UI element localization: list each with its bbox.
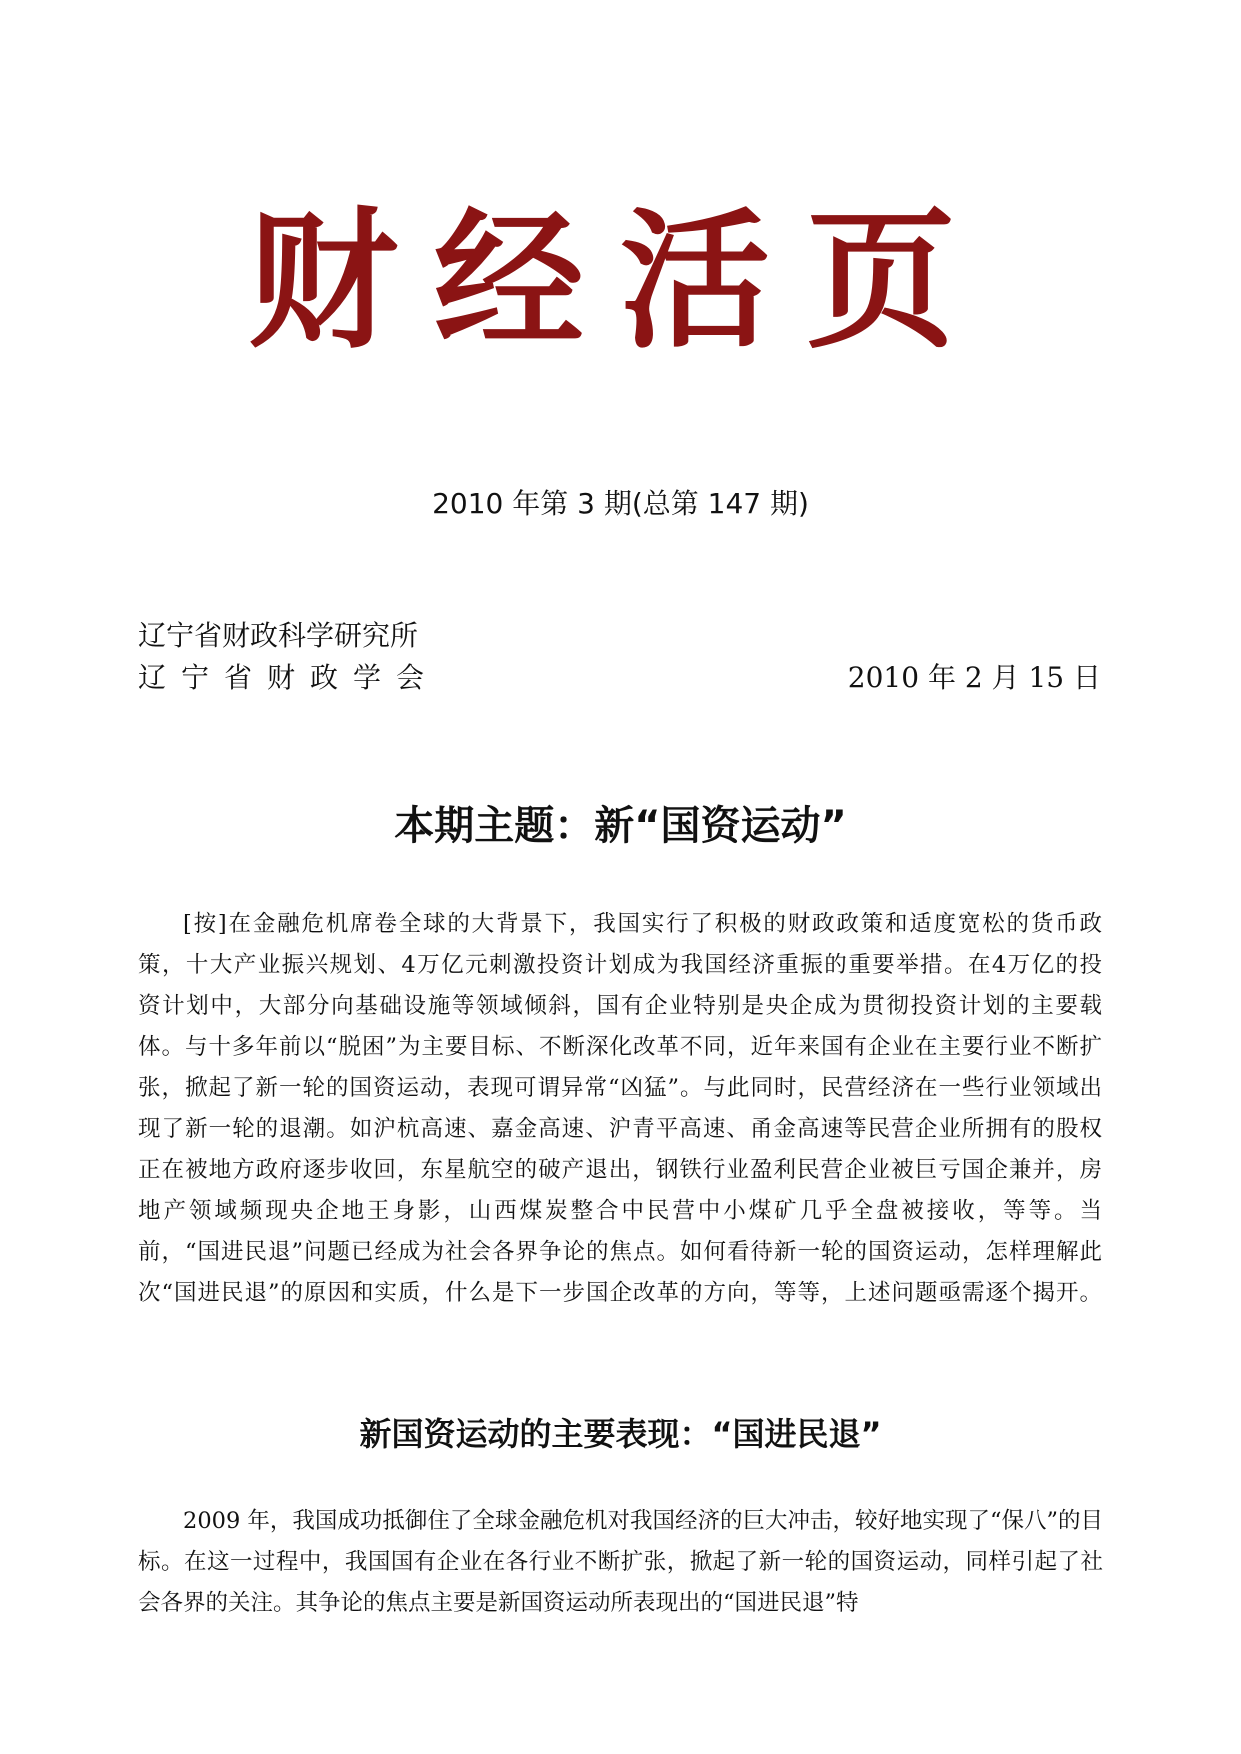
publisher-society: 辽宁省财政学会: [138, 661, 440, 694]
publication-date: 2010 年 2 月 15 日: [847, 661, 1101, 694]
issue-number: 2010 年第 3 期(总第 147 期): [432, 487, 809, 520]
editor-note: [按]在金融危机席卷全球的大背景下，我国实行了积极的财政政策和适度宽松的货币政策，十大产业振兴规划、4万亿元刺激投资计划成为我国经济重振的重要举措。在4万亿的投资计划中，大部分向基础设施等领域倾斜，国有企业特别是央企成为贯彻投资计划的主要载体。与十多年前以“脱困”为主要目标、不断深化改革不同，近年来国有企业在主要行业不断扩张，掀起了新一轮的国资运动，表现可谓异常“凶猛”。与此同时，民营经济在一些行业领域出现了新一轮的退潮。如沪杭高速、嘉金高速、沪青平高速、甬金高速等民营企业所拥有的股权正在被地方政府逐步收回，东星航空的破产退出，钢铁行业盈利民营企业被巨亏国企兼并，房地产领域频现央企地王身影，山西煤炭整合中民营中小煤矿几乎全盘被接收，等等。当前，“国进民退”问题已经成为社会各界争论的焦点。如何看待新一轮的国资运动，怎样理解此次“国进民退”的原因和实质，什么是下一步国企改革的方向，等等，上述问题亟需逐个揭开。: [138, 911, 1104, 1306]
issue-theme-title: 本期主题：新“国资运动”: [394, 803, 847, 849]
section-heading: 新国资运动的主要表现：“国进民退”: [359, 1415, 882, 1453]
masthead-title: 财经活页: [247, 193, 992, 369]
section-paragraph: 2009 年，我国成功抵御住了全球金融危机对我国经济的巨大冲击，较好地实现了“保八”的目标。在这一过程中，我国国有企业在各行业不断扩张，掀起了新一轮的国资运动，同样引起了社会各界的关注。其争论的焦点主要是新国资运动所表现出的“国进民退”特: [138, 1508, 1103, 1616]
publisher-institute: 辽宁省财政科学研究所: [138, 619, 419, 652]
